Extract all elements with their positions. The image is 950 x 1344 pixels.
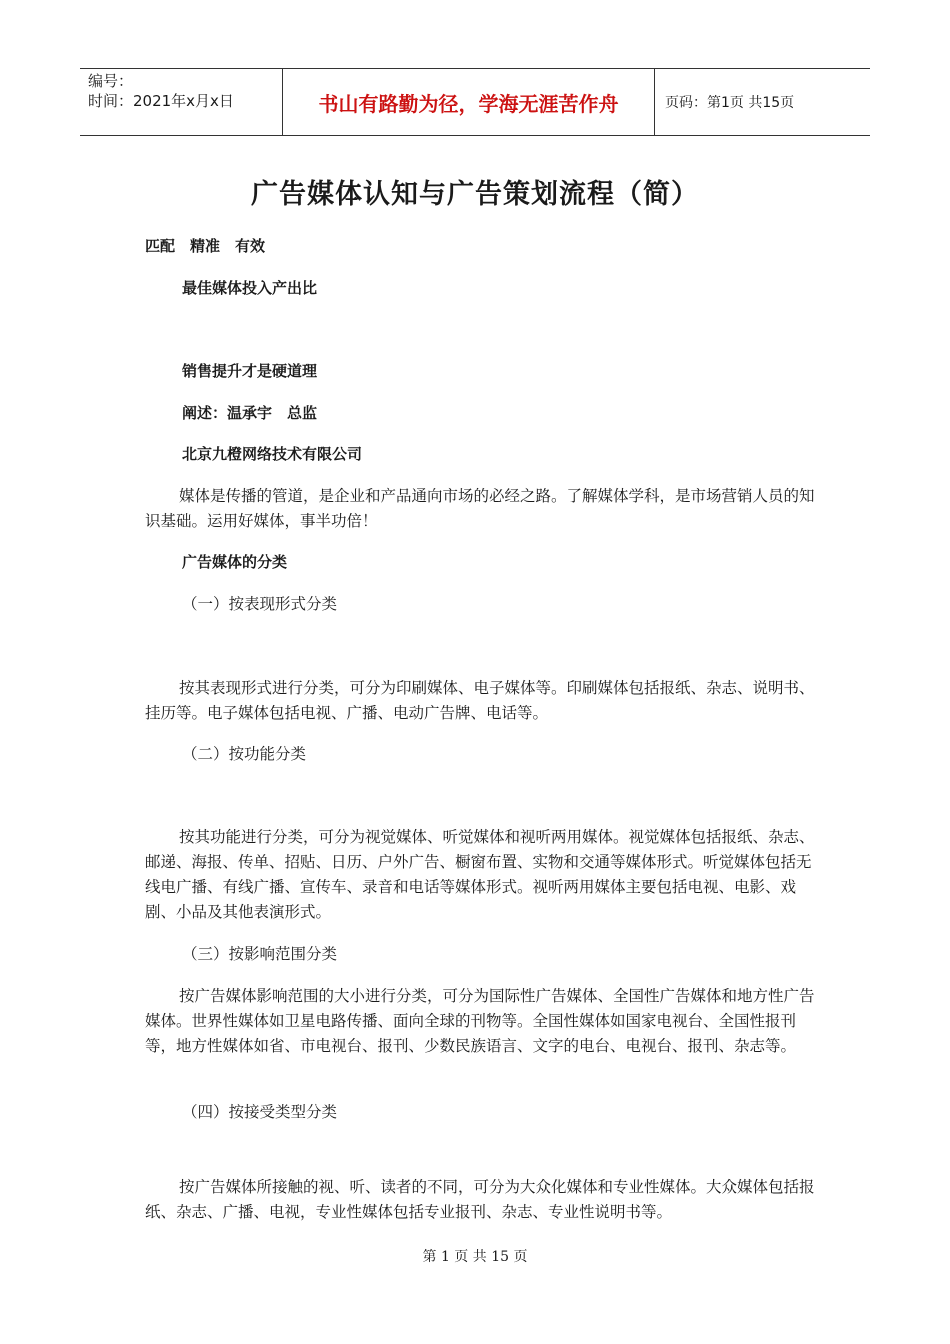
- slogan-roi: 最佳媒体投入产出比: [182, 279, 318, 297]
- section-body-3: 按广告媒体影响范围的大小进行分类，可分为国际性广告媒体、全国性广告媒体和地方性广告媒体。世界性媒体如卫星电路传播、面向全球的刊物等。全国性媒体如国家电视台、全国性报刊等，地方性媒体如省、市电视台、报刊、少数民族语言、文字的电台、电视台、报刊、杂志等。: [145, 987, 815, 1055]
- intro-paragraph: 媒体是传播的管道，是企业和产品通向市场的必经之路。了解媒体学科，是市场营销人员的知识基础。运用好媒体，事半功倍！: [145, 487, 815, 530]
- slogan-sales: 销售提升才是硬道理: [182, 362, 318, 380]
- section-heading-1: （一）按表现形式分类: [182, 595, 338, 613]
- page-info: 页码：第1页 共15页: [665, 95, 795, 111]
- author-line: 阐述：温承宇 总监: [182, 404, 318, 422]
- section-title: 广告媒体的分类: [182, 553, 288, 571]
- page-footer: 第 1 页 共 15 页: [422, 1249, 528, 1265]
- header-table: [80, 68, 870, 136]
- section-body-1: 按其表现形式进行分类，可分为印刷媒体、电子媒体等。印刷媒体包括报纸、杂志、说明书、挂历等。电子媒体包括电视、广播、电动广告牌、电话等。: [145, 679, 815, 722]
- company-name: 北京九橙网络技术有限公司: [182, 445, 363, 463]
- header-meta: [80, 69, 282, 135]
- document-title: 广告媒体认知与广告策划流程（简）: [251, 179, 699, 210]
- section-heading-4: （四）按接受类型分类: [182, 1103, 338, 1121]
- section-heading-3: （三）按影响范围分类: [182, 945, 338, 963]
- section-body-4: 按广告媒体所接触的视、听、读者的不同，可分为大众化媒体和专业性媒体。大众媒体包括报纸、杂志、广播、电视，专业性媒体包括专业报刊、杂志、专业性说明书等。: [145, 1178, 815, 1221]
- tagline: 匹配 精准 有效: [145, 237, 266, 255]
- motto: 书山有路勤为径，学海无涯苦作舟: [282, 69, 655, 135]
- section-body-2: 按其功能进行分类，可分为视觉媒体、听觉媒体和视听两用媒体。视觉媒体包括报纸、杂志、邮递、海报、传单、招贴、日历、户外广告、橱窗布置、实物和交通等媒体形式。听觉媒体包括无线电广播、有线广播、宣传车、录音和电话等媒体形式。视听两用媒体主要包括电视、电影、戏剧、小品及其他表演形式。: [145, 828, 815, 921]
- time-label: 时间：2021年x月x日: [88, 92, 234, 110]
- number-label: 编号：: [88, 72, 134, 90]
- section-heading-2: （二）按功能分类: [182, 745, 307, 763]
